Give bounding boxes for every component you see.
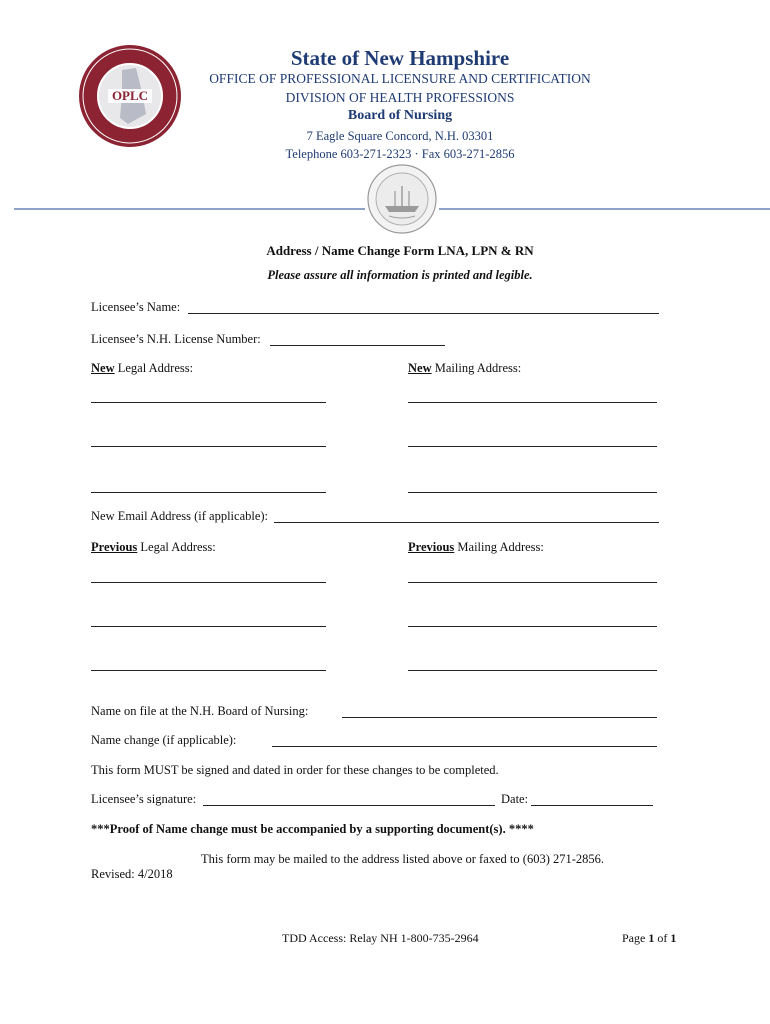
state-title: State of New Hampshire bbox=[290, 46, 510, 70]
mailing-address-text: Mailing Address: bbox=[457, 540, 544, 554]
previous-legal-address-line-3[interactable] bbox=[91, 670, 326, 671]
name-on-file-field[interactable] bbox=[342, 717, 657, 718]
new-mailing-address-line-1[interactable] bbox=[408, 402, 657, 403]
date-field[interactable] bbox=[531, 805, 653, 806]
must-sign-notice: This form MUST be signed and dated in order for these changes to be completed. bbox=[91, 763, 499, 777]
signature-field[interactable] bbox=[203, 805, 495, 806]
proof-notice: ***Proof of Name change must be accompanied by a supporting document(s). **** bbox=[91, 822, 534, 836]
new-email-label: New Email Address (if applicable): bbox=[91, 509, 269, 523]
previous-word: Previous bbox=[91, 540, 138, 554]
previous-mailing-address-line-3[interactable] bbox=[408, 670, 657, 671]
form-instruction: Please assure all information is printed and legible. bbox=[267, 268, 533, 282]
mail-fax-notice: This form may be mailed to the address listed above or faxed to (603) 271-2856. bbox=[201, 852, 605, 866]
page-of: of bbox=[654, 931, 671, 945]
mailing-address-text: Mailing Address: bbox=[434, 361, 522, 375]
signature-label: Licensee’s signature: bbox=[91, 792, 197, 806]
licensee-name-field[interactable] bbox=[188, 313, 659, 314]
oplc-logo bbox=[78, 44, 182, 148]
license-number-field[interactable] bbox=[270, 345, 445, 346]
new-mailing-address-label bbox=[408, 361, 521, 376]
license-number-label: Licensee’s N.H. License Number: bbox=[91, 332, 261, 346]
new-word: New bbox=[91, 361, 115, 375]
previous-mailing-address-line-1[interactable] bbox=[408, 582, 657, 583]
header-divider-right bbox=[439, 208, 770, 210]
tdd-access: TDD Access: Relay NH 1-800-735-2964 bbox=[282, 931, 479, 945]
licensee-name-label: Licensee’s Name: bbox=[91, 300, 181, 314]
revised-date: Revised: 4/2018 bbox=[91, 867, 173, 881]
previous-legal-address-line-1[interactable] bbox=[91, 582, 326, 583]
legal-address-text: Legal Address: bbox=[140, 540, 216, 554]
name-change-field[interactable] bbox=[272, 746, 657, 747]
state-seal-icon bbox=[367, 164, 437, 234]
previous-legal-address-label bbox=[91, 540, 216, 555]
previous-mailing-address-label bbox=[408, 540, 544, 555]
page-number bbox=[622, 931, 676, 946]
board-phone: Telephone 603-271-2323 · Fax 603-271-2856 bbox=[285, 147, 515, 161]
new-email-field[interactable] bbox=[274, 522, 659, 523]
logo-text: OPLC bbox=[111, 88, 149, 103]
page-total: 1 bbox=[670, 931, 677, 945]
page-prefix: Page bbox=[622, 931, 649, 945]
legal-address-text: Legal Address: bbox=[117, 361, 194, 375]
page-current: 1 bbox=[648, 931, 655, 945]
name-change-label: Name change (if applicable): bbox=[91, 733, 237, 747]
board-name: Board of Nursing bbox=[347, 108, 453, 123]
previous-legal-address-line-2[interactable] bbox=[91, 626, 326, 627]
office-name: OFFICE OF PROFESSIONAL LICENSURE AND CERTIFICATION bbox=[209, 71, 591, 86]
new-legal-address-label bbox=[91, 361, 193, 376]
new-mailing-address-line-3[interactable] bbox=[408, 492, 657, 493]
new-legal-address-line-3[interactable] bbox=[91, 492, 326, 493]
new-word: New bbox=[408, 361, 432, 375]
new-mailing-address-line-2[interactable] bbox=[408, 446, 657, 447]
name-on-file-label: Name on file at the N.H. Board of Nursing: bbox=[91, 704, 309, 718]
board-address: 7 Eagle Square Concord, N.H. 03301 bbox=[306, 129, 494, 143]
new-legal-address-line-2[interactable] bbox=[91, 446, 326, 447]
new-legal-address-line-1[interactable] bbox=[91, 402, 326, 403]
division-name: DIVISION OF HEALTH PROFESSIONS bbox=[285, 90, 515, 105]
form-title: Address / Name Change Form LNA, LPN & RN bbox=[266, 243, 534, 258]
previous-mailing-address-line-2[interactable] bbox=[408, 626, 657, 627]
date-label: Date: bbox=[501, 792, 529, 806]
previous-word: Previous bbox=[408, 540, 455, 554]
header-divider-left bbox=[14, 208, 365, 210]
